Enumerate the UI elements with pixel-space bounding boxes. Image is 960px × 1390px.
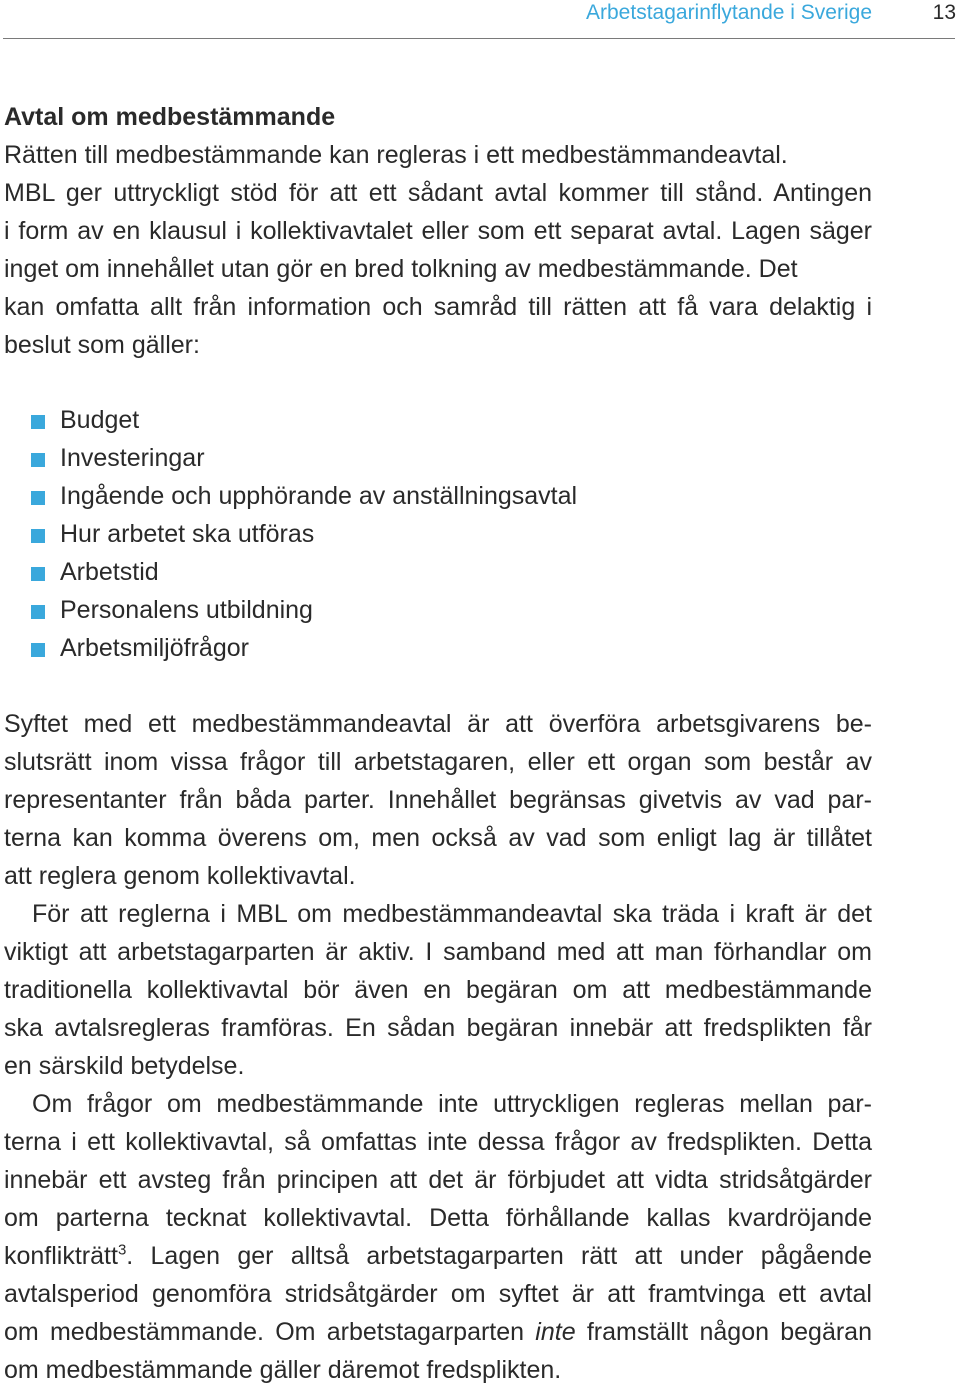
list-item [4,515,872,553]
text-line: Om frågor om medbestämmande inte uttryckligen regleras mellan par- [32,1090,872,1118]
list-item-label: Arbetstid [60,558,159,586]
emphasis-text: inte [535,1318,576,1346]
line-continuation: framställt någon begäran [575,1318,872,1346]
page-body [4,98,872,1389]
text-line: terna i ett kollektivavtal, så omfattas inte dessa frågor av fredsplikten. Detta [4,1128,872,1156]
line-continuation: . Lagen ger alltså arbetstagarparten rätt att under pågående [126,1242,872,1270]
bullet-square-icon [31,453,45,467]
page-header [0,0,960,40]
bullet-square-icon [31,415,45,429]
list-item-label: Investeringar [60,444,205,472]
list-item [4,629,872,667]
text-line: beslut som gäller: [4,331,200,359]
text-line: För att reglerna i MBL om medbestämmandeavtal ska träda i kraft är det [32,900,872,928]
text-line: viktigt att arbetstagarparten är aktiv. I samband med att man förhandlar om [4,938,872,966]
list-item-label: Budget [60,406,140,434]
line-start: om medbestämmande. Om arbetstagarparten [4,1318,536,1346]
text-line: Rätten till medbestämmande kan regleras i ett medbestämmandeavtal. [4,141,788,169]
text-line: i form av en klausul i kollektivavtalet eller som ett separat avtal. Lagen säger [4,217,872,245]
bullet-square-icon [31,605,45,619]
list-item [4,591,872,629]
text-line: terna kan komma överens om, men också av vad som enligt lag är tillåtet [4,824,872,852]
text-line: innebär ett avsteg från principen att det är förbjudet att vidta stridsåtgärder [4,1166,872,1194]
text-line: om medbestämmande gäller däremot fredsplikten. [4,1356,562,1384]
list-item [4,477,872,515]
text-line: Syftet med ett medbestämmandeavtal är att överföra arbetsgivarens be- [4,710,872,738]
running-title: Arbetstagarinflytande i Sverige [586,1,872,24]
bullet-square-icon [31,643,45,657]
bullet-square-icon [31,491,45,505]
text-line: om parterna tecknat kollektivavtal. Detta förhållande kallas kvardröjande [4,1204,872,1232]
intro-paragraph [4,136,872,364]
bullet-list [4,401,872,667]
text-line: representanter från båda parter. Innehållet begränsas givetvis av vad par- [4,786,872,814]
text-line: en särskild betydelse. [4,1052,245,1080]
list-item [4,401,872,439]
text-line: att reglera genom kollektivavtal. [4,862,356,890]
text-line: traditionella kollektivavtal bör även en begäran om att medbestämmande [4,976,872,1004]
footnote-ref[interactable]: 3 [117,1241,127,1259]
bullet-square-icon [31,567,45,581]
paragraph-purpose [4,705,872,895]
text-line [4,1313,872,1351]
term-text: konflikträtt [4,1242,118,1270]
text-line: inget om innehållet utan gör en bred tolkning av medbestämmande. Det [4,255,798,283]
text-line: ska avtalsregleras framföras. En sådan begäran innebär att fredsplikten får [4,1014,872,1042]
page-number: 13 [932,1,956,24]
list-item [4,439,872,477]
list-item [4,553,872,591]
text-line: slutsrätt inom vissa frågor till arbetstagaren, eller ett organ som består av [4,748,872,776]
paragraph-mbl-rules [4,895,872,1085]
text-line: avtalsperiod genomföra stridsåtgärder om syftet är att framtvinga ett avtal [4,1280,872,1308]
list-item-label: Hur arbetet ska utföras [60,520,315,548]
paragraph-peace-obligation [4,1085,872,1389]
header-rule [3,38,955,39]
list-item-label: Personalens utbildning [60,596,313,624]
text-line [4,1237,872,1275]
text-line: MBL ger uttryckligt stöd för att ett sådant avtal kommer till stånd. Antingen [4,179,872,207]
bullet-square-icon [31,529,45,543]
section-heading: Avtal om medbestämmande [4,103,336,131]
list-item-label: Arbetsmiljöfrågor [60,634,249,662]
list-item-label: Ingående och upphörande av anställningsavtal [60,482,578,510]
text-line: kan omfatta allt från information och samråd till rätten att få vara delaktig i [4,293,872,321]
